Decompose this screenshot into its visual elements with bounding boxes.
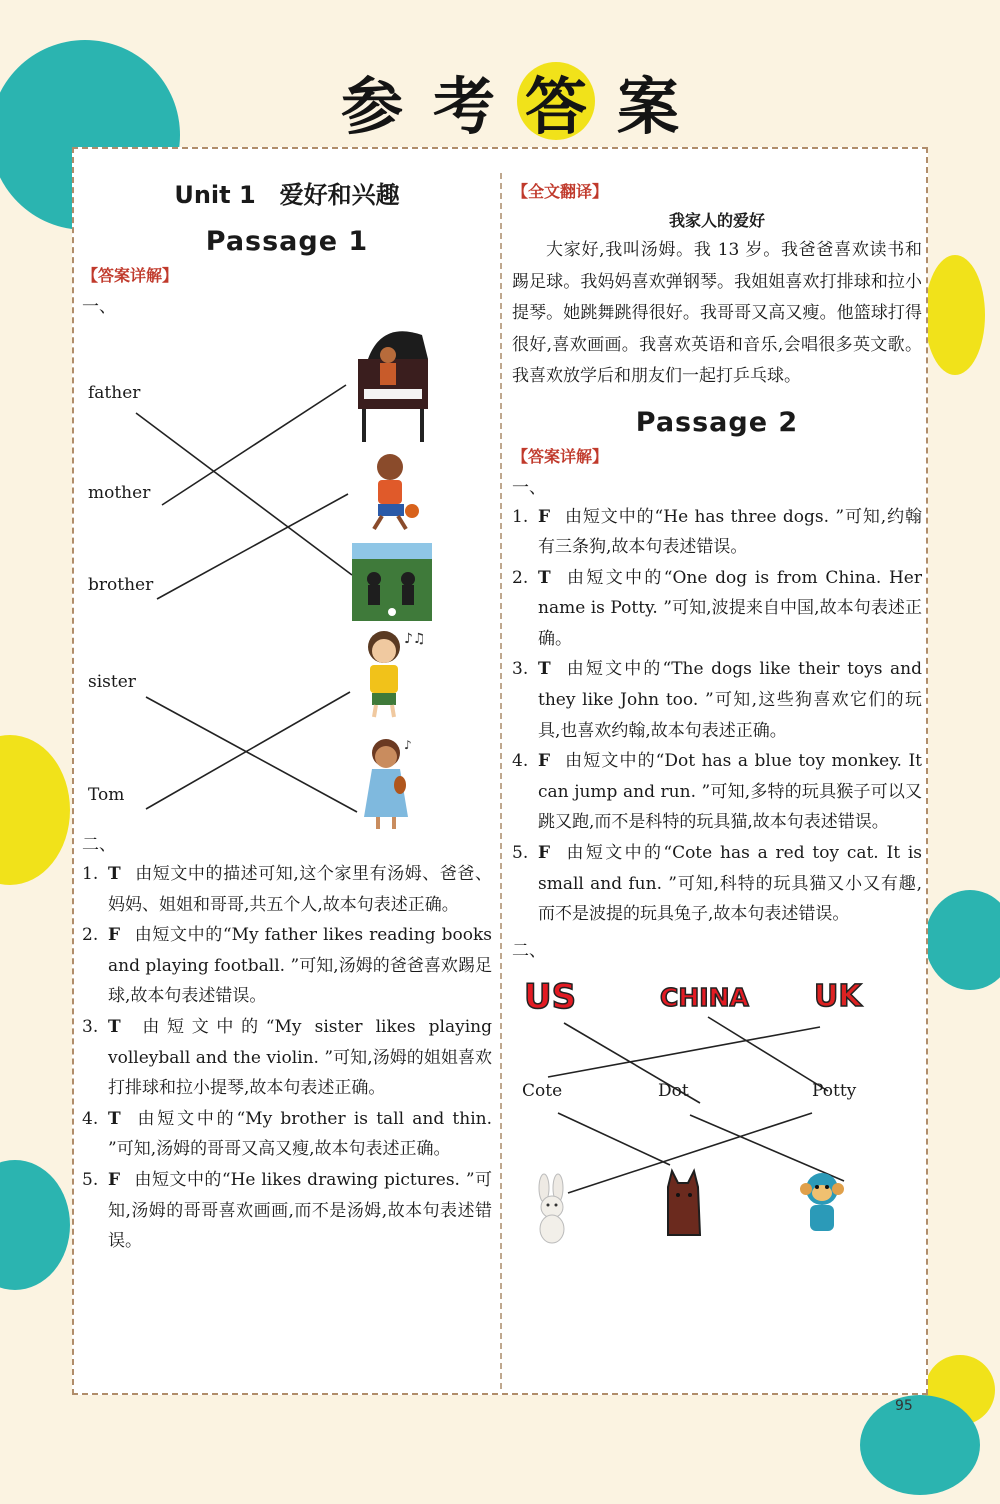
answer-item bbox=[82, 1104, 492, 1165]
passage-1-title: Passage 1 bbox=[205, 226, 369, 257]
answer-item bbox=[512, 654, 922, 746]
answer-number: 1. bbox=[82, 864, 99, 884]
passage-1-answers bbox=[82, 859, 492, 1257]
decor-circle-teal-bottom-right bbox=[860, 1395, 980, 1495]
answer-number: 4. bbox=[512, 751, 529, 772]
section-two-marker: 二、 bbox=[512, 940, 546, 961]
answer-mark: F bbox=[538, 506, 551, 527]
answer-body bbox=[108, 920, 492, 1012]
match-name-father: father bbox=[88, 383, 141, 403]
answer-text: 由短文中的“He likes drawing pictures. ”可知,汤姆的哥哥喜欢画画,而不是汤姆,故本句表述错误。 bbox=[108, 1169, 492, 1252]
answer-mark: T bbox=[108, 1016, 121, 1037]
answer-mark: T bbox=[108, 1108, 121, 1129]
match-line bbox=[558, 1113, 670, 1165]
matching-exercise-1 bbox=[82, 317, 492, 842]
decor-circle-teal-bottom-left bbox=[0, 1160, 70, 1290]
piano-icon bbox=[358, 331, 428, 442]
decor-circle-yellow-left bbox=[0, 735, 70, 885]
toy-monkey-icon bbox=[800, 1173, 844, 1231]
match-line bbox=[146, 697, 357, 812]
answer-body bbox=[538, 563, 922, 655]
matching-lines-1 bbox=[82, 317, 492, 842]
answer-item bbox=[82, 859, 492, 920]
answer-mark: T bbox=[108, 864, 121, 884]
answer-text: 由短文中的“The dogs like their toys and they like John too. ”可知,这些狗喜欢它们的玩具,也喜欢约翰,故本句表述正确。 bbox=[538, 659, 922, 741]
answer-number: 5. bbox=[82, 1169, 99, 1190]
answer-body bbox=[538, 654, 922, 746]
football-field-icon bbox=[352, 543, 432, 621]
svg-text:♪♫: ♪♫ bbox=[404, 631, 426, 647]
answer-mark: F bbox=[538, 751, 551, 772]
answer-number: 2. bbox=[512, 567, 529, 588]
answer-body bbox=[108, 1012, 492, 1104]
answer-item bbox=[82, 1012, 492, 1104]
toy-cat-icon bbox=[668, 1171, 700, 1235]
decor-circle-yellow-right bbox=[925, 255, 985, 375]
answer-text: 由短文中的“My brother is tall and thin. ”可知,汤姆的哥哥又高又瘦,故本句表述正确。 bbox=[108, 1108, 492, 1160]
title-char: 答 bbox=[517, 62, 595, 140]
left-column bbox=[82, 149, 492, 1257]
answer-item bbox=[512, 563, 922, 655]
answer-text: 由短文中的“Cote has a red toy cat. It is small and fun. ”可知,科特的玩具猫又小又有趣,而不是波提的玩具兔子,故本句表述错误。 bbox=[538, 843, 922, 925]
translation-text: 大家好,我叫汤姆。我 13 岁。我爸爸喜欢读书和踢足球。我妈妈喜欢弹钢琴。我姐姐喜欢打排球和拉小提琴。她跳舞跳得很好。我哥哥又高又瘦。他篮球打得很好,喜欢画画。我喜欢英语和音乐,会唱很多英文歌。我喜欢放学后和朋友们一起打乒乓球。 bbox=[512, 240, 922, 386]
answer-mark: F bbox=[108, 925, 121, 946]
toy-rabbit-icon bbox=[539, 1174, 564, 1243]
answer-mark: F bbox=[108, 1169, 121, 1190]
match-line bbox=[157, 494, 348, 599]
answer-body bbox=[538, 502, 922, 563]
svg-text:♪: ♪ bbox=[404, 738, 412, 752]
title-char: 考 bbox=[432, 69, 495, 143]
column-divider bbox=[500, 173, 502, 1389]
passage-2-answers bbox=[512, 502, 922, 930]
match-line bbox=[548, 1027, 820, 1077]
country-china: CHINA bbox=[660, 982, 749, 1012]
singer-icon bbox=[368, 631, 426, 717]
answer-text: 由短文中的“He has three dogs. ”可知,约翰有三条狗,故本句表述错误。 bbox=[538, 506, 922, 558]
answer-detail-tag: 【答案详解】 bbox=[82, 266, 179, 285]
answer-item bbox=[512, 502, 922, 563]
translation-title: 我家人的爱好 bbox=[668, 211, 765, 230]
right-column bbox=[512, 149, 922, 1253]
dog-name-dot: Dot bbox=[658, 1080, 689, 1101]
title-char: 参 bbox=[340, 69, 403, 143]
answer-text: 由短文中的描述可知,这个家里有汤姆、爸爸、妈妈、姐姐和哥哥,共五个人,故本句表述正确。 bbox=[108, 864, 492, 915]
section-two-marker: 二、 bbox=[82, 835, 116, 855]
answer-mark: T bbox=[538, 659, 551, 680]
match-name-sister: sister bbox=[88, 672, 136, 692]
translation-tag: 【全文翻译】 bbox=[512, 182, 609, 201]
dog-name-cote: Cote bbox=[522, 1080, 563, 1101]
section-one-marker: 一、 bbox=[512, 477, 546, 498]
answer-text: 由短文中的“My sister likes playing volleyball and the violin. ”可知,汤姆的姐姐喜欢打排球和拉小提琴,故本句表述正确。 bbox=[108, 1016, 492, 1099]
match-line bbox=[690, 1115, 844, 1181]
answer-number: 1. bbox=[512, 506, 529, 527]
answer-number: 3. bbox=[512, 659, 529, 680]
answer-number: 3. bbox=[82, 1016, 99, 1037]
page-title bbox=[330, 62, 690, 143]
answer-text: 由短文中的“My father likes reading books and playing football. ”可知,汤姆的爸爸喜欢踢足球,故本句表述错误。 bbox=[108, 925, 492, 1007]
answer-text: 由短文中的“One dog is from China. Her name is Potty. ”可知,波提来自中国,故本句表述正确。 bbox=[538, 567, 922, 649]
answer-detail-tag: 【答案详解】 bbox=[512, 446, 609, 466]
match-line bbox=[162, 385, 346, 505]
decor-circle-teal-right bbox=[925, 890, 1000, 990]
answer-item bbox=[512, 746, 922, 838]
dog-name-potty: Potty bbox=[812, 1080, 857, 1101]
match-name-brother: brother bbox=[88, 575, 154, 595]
unit-title: Unit 1 爱好和兴趣 bbox=[174, 181, 400, 209]
matching-exercise-2 bbox=[512, 963, 922, 1253]
answer-mark: F bbox=[538, 843, 551, 864]
answer-panel bbox=[72, 147, 928, 1395]
answer-text: 由短文中的“Dot has a blue toy monkey. It can jump and run. ”可知,多特的玩具猴子可以又跳又跑,而不是科特的玩具猫,故本句表述错误。 bbox=[538, 751, 922, 833]
match-name-mother: mother bbox=[88, 483, 151, 503]
answer-number: 2. bbox=[82, 925, 99, 946]
answer-mark: T bbox=[538, 567, 551, 588]
country-us: US bbox=[524, 976, 577, 1017]
answer-body bbox=[108, 859, 492, 920]
answer-body bbox=[108, 1165, 492, 1257]
section-one-marker: 一、 bbox=[82, 297, 116, 317]
passage-2-title: Passage 2 bbox=[635, 406, 799, 438]
title-char: 案 bbox=[616, 69, 679, 143]
answer-number: 5. bbox=[512, 843, 529, 864]
basketball-player-icon bbox=[374, 454, 419, 529]
answer-item bbox=[82, 1165, 492, 1257]
violin-girl-icon bbox=[364, 738, 412, 829]
answer-number: 4. bbox=[82, 1108, 99, 1129]
match-name-tom: Tom bbox=[88, 785, 125, 805]
country-uk: UK bbox=[814, 978, 862, 1014]
page-number: 95 bbox=[895, 1398, 913, 1414]
answer-item bbox=[82, 920, 492, 1012]
answer-item bbox=[512, 838, 922, 930]
answer-body bbox=[538, 838, 922, 930]
answer-body bbox=[108, 1104, 492, 1165]
answer-body bbox=[538, 746, 922, 838]
